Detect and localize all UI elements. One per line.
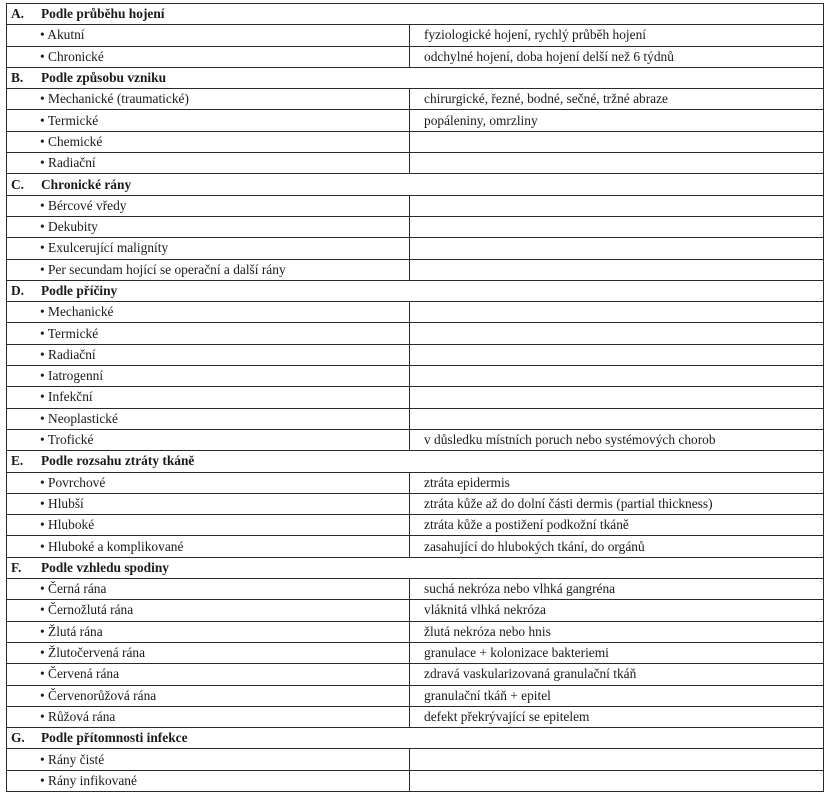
section-header	[7, 67, 824, 88]
description-cell: ztráta kůže až do dolní části dermis (partial thickness)	[410, 493, 824, 514]
description-cell: suchá nekróza nebo vlhká gangréna	[410, 579, 824, 600]
description-cell	[410, 259, 824, 280]
wound-type-cell: • Termické	[7, 110, 410, 131]
section-title: Podle rozsahu ztráty tkáně	[41, 453, 195, 469]
description-cell	[410, 131, 824, 152]
section-header	[7, 728, 824, 749]
table-row	[7, 600, 824, 621]
description-cell: zdravá vaskularizovaná granulační tkáň	[410, 664, 824, 685]
table-row	[7, 25, 824, 46]
section-letter: F.	[11, 559, 22, 575]
table-row	[7, 706, 824, 727]
wound-type-cell: • Infekční	[7, 387, 410, 408]
section-header	[7, 451, 824, 472]
section-title: Podle přítomnosti infekce	[41, 730, 188, 746]
wound-classification-table	[6, 3, 824, 792]
wound-type-cell: • Radiační	[7, 344, 410, 365]
wound-type-cell: • Rány čisté	[7, 749, 410, 770]
section-title: Podle způsobu vzniku	[41, 70, 167, 86]
table-row	[7, 89, 824, 110]
table-row	[7, 770, 824, 791]
wound-type-cell: • Neoplastické	[7, 408, 410, 429]
description-cell	[410, 749, 824, 770]
wound-type-cell: • Trofické	[7, 429, 410, 450]
wound-type-cell: • Exulcerující maligníty	[7, 238, 410, 259]
section-letter: A.	[11, 6, 25, 22]
description-cell: defekt překrývající se epitelem	[410, 706, 824, 727]
section-header-row	[7, 4, 824, 25]
section-letter: E.	[11, 453, 24, 469]
table-row	[7, 46, 824, 67]
wound-type-cell: • Mechanické (traumatické)	[7, 89, 410, 110]
section-title: Chronické rány	[41, 176, 132, 192]
wound-type-cell: • Chronické	[7, 46, 410, 67]
table-row	[7, 216, 824, 237]
description-cell: chirurgické, řezné, bodné, sečné, tržné abraze	[410, 89, 824, 110]
table-row	[7, 153, 824, 174]
section-letter: C.	[11, 176, 25, 192]
wound-type-cell: • Akutní	[7, 25, 410, 46]
description-cell: granulace + kolonizace bakteriemi	[410, 642, 824, 663]
description-cell	[410, 344, 824, 365]
wound-type-cell: • Červenorůžová rána	[7, 685, 410, 706]
wound-type-cell: • Iatrogenní	[7, 366, 410, 387]
table-row	[7, 749, 824, 770]
table-row	[7, 429, 824, 450]
table-row	[7, 387, 824, 408]
description-cell: popáleniny, omrzliny	[410, 110, 824, 131]
description-cell: zasahující do hlubokých tkání, do orgánů	[410, 536, 824, 557]
wound-type-cell: • Žlutá rána	[7, 621, 410, 642]
wound-type-cell: • Rány infikované	[7, 770, 410, 791]
description-cell	[410, 195, 824, 216]
table-row	[7, 302, 824, 323]
wound-type-cell: • Mechanické	[7, 302, 410, 323]
wound-type-cell: • Růžová rána	[7, 706, 410, 727]
table-row	[7, 579, 824, 600]
section-header-row	[7, 557, 824, 578]
description-cell	[410, 216, 824, 237]
description-cell	[410, 238, 824, 259]
wound-type-cell: • Hluboké a komplikované	[7, 536, 410, 557]
section-header-row	[7, 451, 824, 472]
description-cell: ztráta epidermis	[410, 472, 824, 493]
wound-type-cell: • Termické	[7, 323, 410, 344]
wound-type-cell: • Per secundam hojící se operační a další rány	[7, 259, 410, 280]
table-body	[7, 4, 824, 792]
description-cell	[410, 302, 824, 323]
section-header	[7, 4, 824, 25]
wound-type-cell: • Černá rána	[7, 579, 410, 600]
description-cell: žlutá nekróza nebo hnis	[410, 621, 824, 642]
section-header-row	[7, 280, 824, 301]
table-row	[7, 685, 824, 706]
wound-type-cell: • Chemické	[7, 131, 410, 152]
section-letter: G.	[11, 730, 25, 746]
description-cell	[410, 408, 824, 429]
section-header-row	[7, 174, 824, 195]
wound-type-cell: • Červená rána	[7, 664, 410, 685]
description-cell	[410, 323, 824, 344]
table-row	[7, 408, 824, 429]
description-cell	[410, 153, 824, 174]
section-letter: B.	[11, 70, 24, 86]
wound-type-cell: • Radiační	[7, 153, 410, 174]
table-row	[7, 238, 824, 259]
section-title: Podle příčiny	[41, 283, 118, 298]
description-cell	[410, 366, 824, 387]
section-title: Podle vzhledu spodiny	[41, 559, 169, 575]
table-row	[7, 493, 824, 514]
section-header-row	[7, 728, 824, 749]
wound-type-cell: • Dekubity	[7, 216, 410, 237]
wound-type-cell: • Hluboké	[7, 515, 410, 536]
table-row	[7, 642, 824, 663]
table-row	[7, 536, 824, 557]
wound-type-cell: • Hlubší	[7, 493, 410, 514]
section-header	[7, 174, 824, 195]
section-header-row	[7, 67, 824, 88]
section-letter: D.	[11, 283, 25, 298]
description-cell: ztráta kůže a postižení podkožní tkáně	[410, 515, 824, 536]
section-header	[7, 280, 824, 301]
table-row	[7, 515, 824, 536]
description-cell: v důsledku místních poruch nebo systémových chorob	[410, 429, 824, 450]
table-row	[7, 195, 824, 216]
wound-type-cell: • Černožlutá rána	[7, 600, 410, 621]
table-row	[7, 323, 824, 344]
table-row	[7, 131, 824, 152]
table-row	[7, 664, 824, 685]
table-row	[7, 472, 824, 493]
wound-type-cell: • Povrchové	[7, 472, 410, 493]
description-cell: fyziologické hojení, rychlý průběh hojení	[410, 25, 824, 46]
table-row	[7, 621, 824, 642]
wound-type-cell: • Žlutočervená rána	[7, 642, 410, 663]
section-header	[7, 557, 824, 578]
description-cell	[410, 387, 824, 408]
section-title: Podle průběhu hojení	[41, 6, 165, 22]
description-cell: granulační tkáň + epitel	[410, 685, 824, 706]
wound-type-cell: • Bércové vředy	[7, 195, 410, 216]
table-row	[7, 110, 824, 131]
description-cell: vláknitá vlhká nekróza	[410, 600, 824, 621]
table-row	[7, 344, 824, 365]
description-cell: odchylné hojení, doba hojení delší než 6 týdnů	[410, 46, 824, 67]
description-cell	[410, 770, 824, 791]
table-row	[7, 366, 824, 387]
table-row	[7, 259, 824, 280]
